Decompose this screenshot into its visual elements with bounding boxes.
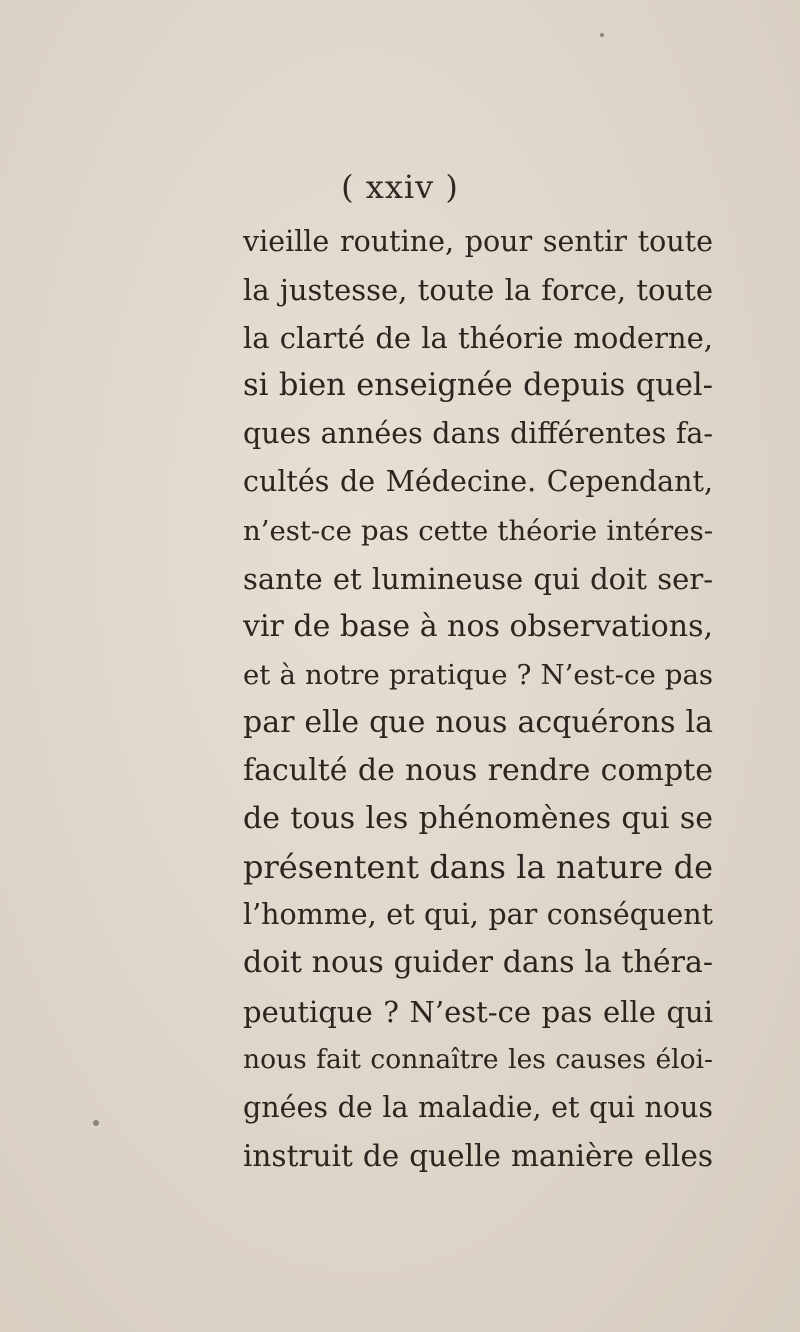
text-line: doit nous guider dans la théra- <box>243 945 713 981</box>
text-line: la justesse, toute la force, toute <box>243 273 713 308</box>
text-line: cultés de Médecine. Cependant, <box>243 465 713 499</box>
text-line: peutique ? N’est-ce pas elle qui <box>243 994 713 1029</box>
text-line: et à notre pratique ? N’est-ce pas <box>243 658 713 691</box>
text-line: présentent dans la nature de <box>243 848 713 887</box>
page-number-header: ( xxiv ) <box>341 168 459 206</box>
text-line: n’est-ce pas cette théorie intéres- <box>243 514 713 547</box>
text-line: nous fait connaître les causes éloi- <box>243 1043 713 1075</box>
paper-speck <box>600 33 604 37</box>
text-line: l’homme, et qui, par conséquent <box>243 898 713 932</box>
body-text <box>243 218 713 1180</box>
text-line: vir de base à nos observations, <box>243 608 713 644</box>
text-line: ques années dans différentes fa- <box>243 417 713 451</box>
text-line: instruit de quelle manière elles <box>243 1138 713 1173</box>
text-line: vieille routine, pour sentir toute <box>243 225 713 258</box>
paper-speck <box>93 1120 99 1126</box>
text-line: faculté de nous rendre compte <box>243 753 713 789</box>
text-line: de tous les phénomènes qui se <box>243 801 713 837</box>
text-line: par elle que nous acquérons la <box>243 704 713 740</box>
text-line: sante et lumineuse qui doit ser- <box>243 561 713 596</box>
text-line: gnées de la maladie, et qui nous <box>243 1090 713 1124</box>
text-line: la clarté de la théorie moderne, <box>243 321 713 356</box>
text-line: si bien enseignée depuis quel- <box>243 368 713 404</box>
